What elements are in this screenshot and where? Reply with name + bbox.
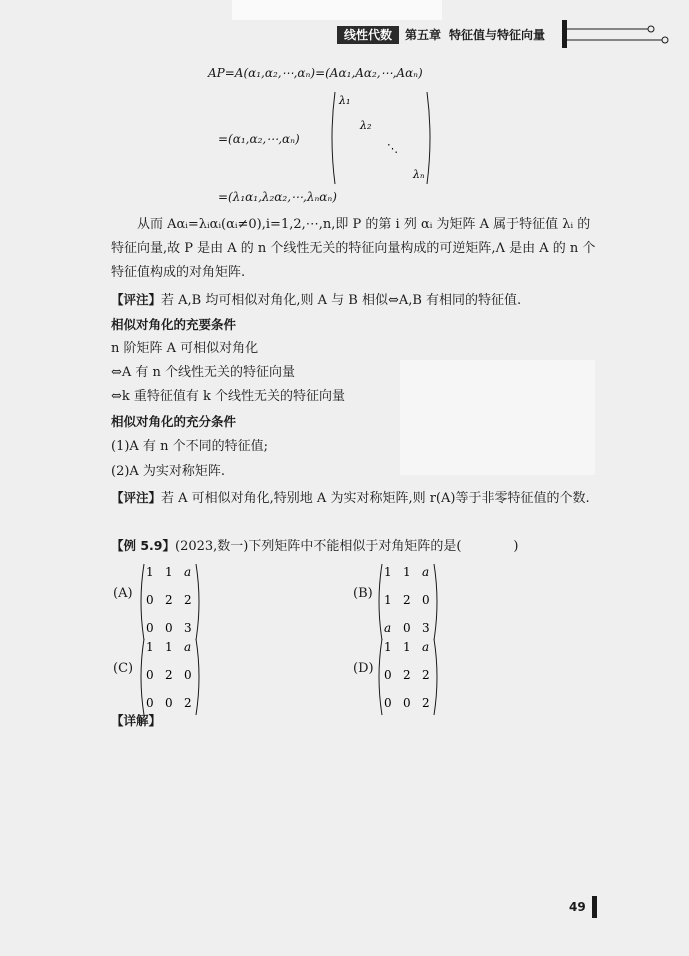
option-matrix-a (138, 562, 202, 642)
equation-line-2: =(α₁,α₂,⋯,αₙ) (218, 132, 300, 146)
chapter-heading (405, 26, 553, 44)
condition-line: n 阶矩阵 A 可相似对角化 (111, 341, 259, 356)
chapter-number: 第五章 (405, 28, 442, 42)
matrix-entry: 2 (165, 593, 173, 607)
diag-entry: λ₂ (360, 119, 372, 132)
matrix-entry: 1 (403, 565, 411, 579)
matrix-entry: 1 (384, 565, 392, 579)
matrix-entry: 2 (403, 668, 411, 682)
matrix-entry: 0 (384, 668, 392, 682)
page-number-bar (592, 896, 597, 918)
matrix-entry: 0 (422, 593, 430, 607)
note-text: 若 A 可相似对角化,特别地 A 为实对称矩阵,则 r(A)等于非零特征值的个数. (161, 491, 590, 506)
note-tag: 【评注】 (111, 292, 162, 307)
note-1 (111, 291, 521, 310)
example-tag: 【例 5.9】 (111, 538, 175, 553)
subject-badge: 线性代数 (337, 26, 399, 44)
matrix-entry: a (422, 565, 430, 579)
matrix-entry: 2 (422, 696, 430, 710)
note-text: 若 A,B 均可相似对角化,则 A 与 B 相似⇔A,B 有相同的特征值. (161, 293, 522, 308)
answer-heading: 【详解】 (111, 713, 162, 728)
matrix-entry: a (422, 640, 430, 654)
matrix-entry: 0 (146, 593, 154, 607)
condition-line: (1)A 有 n 个不同的特征值; (111, 439, 268, 454)
note-tag: 【评注】 (111, 490, 162, 505)
option-label-d: (D) (353, 661, 374, 676)
condition-line: (2)A 为实对称矩阵. (111, 464, 226, 479)
section-title-necessary: 相似对角化的充要条件 (111, 317, 237, 332)
option-label-c: (C) (113, 661, 134, 676)
matrix-entry: 2 (184, 593, 192, 607)
section-title-sufficient: 相似对角化的充分条件 (111, 414, 237, 429)
matrix-entry: 1 (165, 640, 173, 654)
example-heading (111, 537, 519, 556)
body-paragraph: 从而 Aαᵢ=λᵢαᵢ(αᵢ≠0),i=1,2,⋯,n,即 P 的第 i 列 αᵢ 为矩阵 A 属于特征值 λᵢ 的特征向量,故 P 是由 A 的 n 个线性无关的特征向量构成的可逆矩阵,Λ 是由 A 的 n 个特征值构成的对角矩阵. (111, 217, 596, 280)
matrix-entry: 0 (146, 668, 154, 682)
option-matrix-b (376, 562, 440, 642)
matrix-entry: 0 (403, 696, 411, 710)
matrix-entry: 2 (184, 696, 192, 710)
matrix-entry: 0 (146, 696, 154, 710)
diag-entry: λ₁ (339, 94, 351, 107)
matrix-entry: a (384, 621, 392, 635)
matrix-entry: 0 (146, 621, 154, 635)
matrix-entry: 0 (165, 621, 173, 635)
condition-line: ⇔A 有 n 个线性无关的特征向量 (111, 365, 296, 380)
option-label-a: (A) (113, 586, 133, 601)
chapter-title: 特征值与特征向量 (449, 28, 546, 42)
equation-line-1: AP=A(α₁,α₂,⋯,αₙ)=(Aα₁,Aα₂,⋯,Aαₙ) (208, 66, 423, 80)
diag-entry: λₙ (413, 168, 425, 181)
matrix-entry: 1 (146, 640, 154, 654)
option-matrix-c (138, 637, 202, 717)
matrix-entry: 0 (384, 696, 392, 710)
matrix-entry: 1 (165, 565, 173, 579)
matrix-entry: 2 (403, 593, 411, 607)
page-number: 49 (569, 900, 586, 914)
option-label-b: (B) (353, 586, 373, 601)
matrix-entry: 1 (384, 640, 392, 654)
matrix-entry: 3 (184, 621, 192, 635)
option-matrix-d (376, 637, 440, 717)
matrix-entry: 0 (184, 668, 192, 682)
diagonal-matrix (327, 88, 437, 188)
matrix-entry: 1 (403, 640, 411, 654)
matrix-entry: 0 (165, 696, 173, 710)
blank-region (400, 360, 595, 475)
matrix-entry: 1 (384, 593, 392, 607)
matrix-entry: a (184, 640, 192, 654)
example-text: (2023,数一)下列矩阵中不能相似于对角矩阵的是( ) (175, 539, 519, 554)
equation-line-3: =(λ₁α₁,λ₂α₂,⋯,λₙαₙ) (218, 190, 337, 204)
condition-line: ⇔k 重特征值有 k 个线性无关的特征向量 (111, 389, 346, 404)
matrix-entry: 2 (422, 668, 430, 682)
matrix-entry: 2 (165, 668, 173, 682)
header-decoration-icon (562, 20, 672, 50)
diag-entry: ⋱ (387, 142, 398, 155)
matrix-entry: 0 (403, 621, 411, 635)
note-2 (111, 486, 599, 511)
matrix-entry: 3 (422, 621, 430, 635)
top-strip (232, 0, 442, 20)
matrix-entry: 1 (146, 565, 154, 579)
matrix-entry: a (184, 565, 192, 579)
